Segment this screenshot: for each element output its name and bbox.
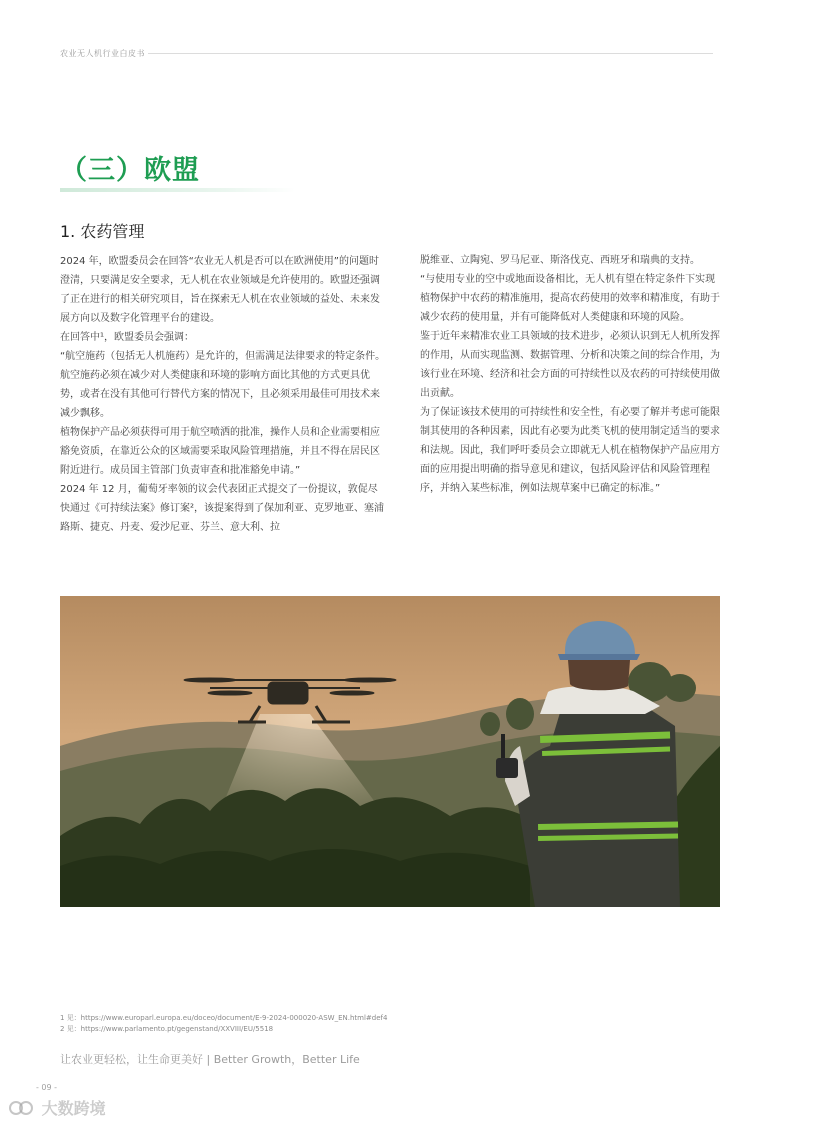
watermark-logo-icon bbox=[8, 1100, 36, 1116]
footnotes bbox=[60, 1013, 387, 1035]
running-header: 农业无人机行业白皮书 bbox=[60, 49, 145, 58]
paragraph: 植物保护产品必须获得可用于航空喷洒的批准，操作人员和企业需要相应豁免资质，在靠近公众的区域需要采取风险管理措施，并且不得在居民区附近进行。成员国主管部门负责审查和批准豁免申请。” bbox=[60, 427, 380, 476]
footnote: 2 见：https://www.parlamento.pt/gegenstand/XXVIII/EU/5518 bbox=[60, 1025, 274, 1033]
paragraph: 2024 年 12 月，葡萄牙率领的议会代表团正式提交了一份提议，敦促尽快通过《可持续法案》修订案²，该提案得到了保加利亚、克罗地亚、塞浦路斯、捷克、丹麦、爱沙尼亚、芬兰、意大利、拉 bbox=[60, 484, 385, 533]
drone-photo-illustration bbox=[60, 596, 720, 907]
paragraph: 为了保证该技术使用的可持续性和安全性，有必要了解并考虑可能限制其使用的各种因素，因此有必要为此类飞机的使用制定适当的要求和法规。因此，我们呼吁委员会立即就无人机在植物保护产品应用方面的应用提出明确的指导意见和建议，包括风险评估和风险管理程序，并纳入某些标准，例如法规草案中已确定的标准。” bbox=[420, 407, 720, 494]
paragraph: 2024 年，欧盟委员会在回答“农业无人机是否可以在欧洲使用”的问题时澄清，只要满足安全要求，无人机在农业领域是允许使用的。欧盟还强调了正在进行的相关研究项目，旨在探索无人机在农业领域的益处、未来发展方向以及数字化管理平台的建设。 bbox=[60, 256, 380, 324]
section-title: （三）欧盟 bbox=[60, 155, 200, 186]
watermark bbox=[8, 1096, 106, 1119]
section-title-underline bbox=[60, 188, 295, 192]
watermark-text: 大数跨境 bbox=[41, 1099, 106, 1118]
drone-photo bbox=[60, 596, 720, 907]
paragraph: 在回答中¹，欧盟委员会强调： bbox=[60, 332, 195, 343]
paragraph: 脱维亚、立陶宛、罗马尼亚、斯洛伐克、西班牙和瑞典的支持。 bbox=[420, 255, 700, 266]
subsection-title: 1. 农药管理 bbox=[60, 222, 145, 241]
page-number: - 09 - bbox=[36, 1083, 58, 1092]
paragraph: “航空施药（包括无人机施药）是允许的，但需满足法律要求的特定条件。航空施药必须在减少对人类健康和环境的影响方面比其他的方式更具优势，或者在没有其他可行替代方案的情况下，且必须采用最佳可用技术来减少飘移。 bbox=[60, 351, 386, 419]
header-divider bbox=[148, 53, 713, 54]
paragraph: 鉴于近年来精准农业工具领域的技术进步，必须认识到无人机所发挥的作用，从而实现监测、数据管理、分析和决策之间的综合作用，为该行业在环境、经济和社会方面的可持续性以及农药的可持续使用做出贡献。 bbox=[420, 331, 720, 399]
footer-tagline: 让农业更轻松，让生命更美好 | Better Growth，Better Life bbox=[60, 1053, 360, 1066]
right-column bbox=[420, 251, 722, 498]
left-column bbox=[60, 252, 386, 537]
footnote: 1 见：https://www.europarl.europa.eu/doceo/document/E-9-2024-000020-ASW_EN.html#def4 bbox=[60, 1014, 388, 1022]
paragraph: “与使用专业的空中或地面设备相比，无人机有望在特定条件下实现植物保护中农药的精准施用，提高农药使用的效率和精准度，有助于减少农药的使用量，并有可能降低对人类健康和环境的风险。 bbox=[420, 274, 720, 323]
